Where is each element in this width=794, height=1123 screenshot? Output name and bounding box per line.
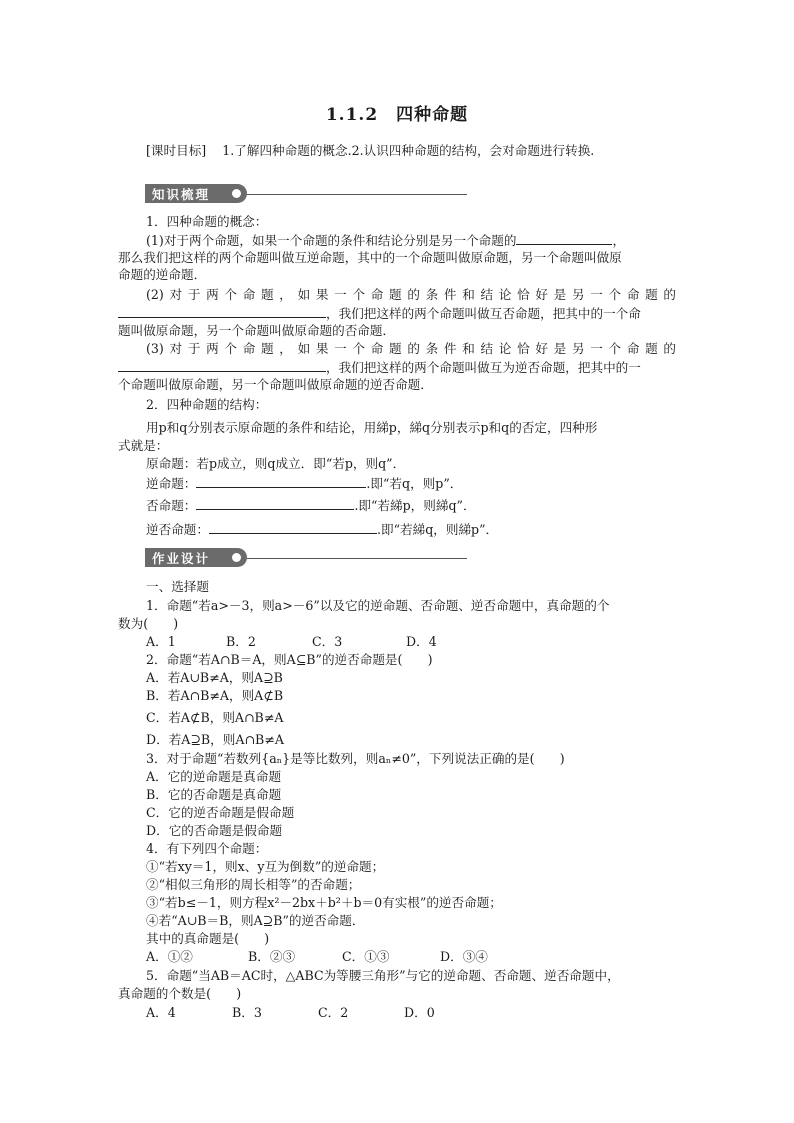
option-a[interactable]: A．①② bbox=[146, 949, 193, 964]
k2-p1: 用p和q分别表示原命题的条件和结论，用綈p，綈q分别表示p和q的否定，四种形 bbox=[146, 420, 598, 435]
q4-item-1: ①“若xy＝1，则x、y互为倒数”的逆命题； bbox=[146, 859, 385, 874]
k1-p3-line2 bbox=[118, 358, 678, 376]
bullet-dot-icon bbox=[232, 189, 241, 198]
k1-p2-line2 bbox=[118, 304, 678, 322]
text: 逆否命题： bbox=[146, 522, 209, 537]
text: (1)对于两个命题，如果一个命题的条件和结论分别是另一个命题的 bbox=[146, 233, 517, 248]
q3-stem: 3．对于命题“若数列{aₙ}是等比数列，则aₙ≠0”，下列说法正确的是( ) bbox=[146, 751, 565, 766]
option-c[interactable]: C．3 bbox=[312, 634, 343, 649]
q4-stem: 4．有下列四个命题： bbox=[146, 841, 268, 856]
q3-option-d[interactable]: D．它的否命题是假命题 bbox=[146, 823, 283, 838]
answer-blank[interactable] bbox=[196, 474, 366, 488]
page-title: 1.1.2 四种命题 bbox=[325, 105, 469, 125]
option-d[interactable]: D．0 bbox=[404, 1005, 435, 1020]
text: ，我们把这样的两个命题叫做互否命题，把其中的一个命 bbox=[326, 306, 641, 321]
answer-blank[interactable] bbox=[118, 358, 326, 372]
k1-p2-line3: 题叫做原命题，另一个命题叫做原命题的否命题． bbox=[118, 323, 396, 338]
k2-inverse bbox=[146, 496, 706, 514]
k2-converse bbox=[146, 474, 706, 492]
option-d[interactable]: D．4 bbox=[406, 634, 437, 649]
q4-prompt: 其中的真命题是( ) bbox=[146, 931, 270, 946]
option-d[interactable]: D．③④ bbox=[440, 949, 488, 964]
text: 否命题： bbox=[146, 498, 197, 513]
k2-contrapositive bbox=[146, 520, 706, 538]
answer-blank[interactable] bbox=[118, 304, 326, 318]
k1-p3-line3: 个命题叫做原命题，另一个命题叫做原命题的逆否命题． bbox=[118, 377, 433, 392]
k1-heading: 1．四种命题的概念： bbox=[146, 214, 268, 229]
q2-option-c[interactable]: C．若A⊄B，则A∩B≠A bbox=[146, 710, 284, 725]
option-b[interactable]: B．2 bbox=[226, 634, 256, 649]
q3-option-c[interactable]: C．它的逆否命题是假命题 bbox=[146, 805, 295, 820]
option-b[interactable]: B．3 bbox=[232, 1005, 262, 1020]
q1-options bbox=[146, 633, 706, 650]
q2-option-d[interactable]: D．若A⊇B，则A∩B≠A bbox=[146, 732, 284, 747]
q1-line1: 1．命题“若a>－3，则a>－6”以及它的逆命题、否命题、逆否命题中，真命题的个 bbox=[146, 598, 610, 613]
q4-item-4: ④若“A∪B＝B，则A⊇B”的逆否命题． bbox=[146, 913, 365, 928]
section-header-knowledge bbox=[145, 184, 467, 203]
option-c[interactable]: C．2 bbox=[318, 1005, 349, 1020]
text: .即“若綈q，则綈p”． bbox=[376, 522, 499, 537]
q2-stem: 2．命题“若A∩B＝A，则A⊆B”的逆否命题是( ) bbox=[146, 652, 433, 667]
q4-options bbox=[146, 948, 706, 965]
q2-option-b[interactable]: B．若A∩B≠A，则A⊄B bbox=[146, 688, 284, 703]
goal-text: 1.了解四种命题的概念.2.认识四种命题的结构，会对命题进行转换. bbox=[222, 143, 595, 158]
text: 逆命题： bbox=[146, 476, 197, 491]
lesson-goal bbox=[146, 142, 706, 159]
q1-line2: 数为( ) bbox=[118, 616, 179, 631]
q5-line2: 真命题的个数是( ) bbox=[118, 986, 242, 1001]
q4-item-3: ③“若b≤－1，则方程x²－2bx＋b²＋b＝0有实根”的逆否命题； bbox=[146, 895, 502, 910]
answer-blank[interactable] bbox=[516, 231, 612, 245]
bullet-dot-icon bbox=[232, 553, 241, 562]
k2-p2: 式就是： bbox=[118, 438, 169, 453]
q4-item-2: ②“相似三角形的周长相等”的否命题； bbox=[146, 877, 361, 892]
q5-options bbox=[146, 1004, 706, 1021]
k1-p3-line1: (3)对于两个命题，如果一个命题的条件和结论恰好是另一个命题的 bbox=[146, 341, 676, 356]
section-rule bbox=[247, 194, 467, 195]
section-label: 作业设计 bbox=[152, 551, 211, 566]
question-type: 一、选择题 bbox=[146, 579, 209, 594]
k2-original: 原命题：若p成立，则q成立．即“若p，则q”． bbox=[146, 456, 406, 471]
k1-p1-line3: 命题的逆命题． bbox=[118, 267, 207, 282]
text: .即“若q，则p”． bbox=[366, 476, 463, 491]
option-a[interactable]: A．1 bbox=[146, 634, 176, 649]
q2-option-a[interactable]: A．若A∪B≠A，则A⊇B bbox=[146, 670, 283, 685]
text: .即“若綈p，则綈q”． bbox=[354, 498, 476, 513]
k1-p1-line2: 那么我们把这样的两个命题叫做互逆命题，其中的一个命题叫做原命题，另一个命题叫做原 bbox=[118, 250, 622, 265]
q3-option-b[interactable]: B．它的否命题是真命题 bbox=[146, 787, 282, 802]
text: ，我们把这样的两个命题叫做互为逆否命题，把其中的一 bbox=[326, 360, 641, 375]
section-rule bbox=[247, 558, 467, 559]
k1-p1-line1: (1)对于两个命题，如果一个命题的条件和结论分别是另一个命题的 ， bbox=[146, 233, 626, 248]
goal-label: [课时目标] bbox=[146, 143, 207, 158]
option-c[interactable]: C．①③ bbox=[342, 949, 390, 964]
option-a[interactable]: A．4 bbox=[146, 1005, 176, 1020]
section-label: 知识梳理 bbox=[152, 187, 211, 202]
section-header-homework bbox=[145, 548, 467, 567]
option-b[interactable]: B．②③ bbox=[248, 949, 296, 964]
answer-blank[interactable] bbox=[209, 520, 377, 534]
k1-p2-line1: (2)对于两个命题，如果一个命题的条件和结论恰好是另一个命题的 bbox=[146, 287, 676, 302]
k2-heading: 2．四种命题的结构： bbox=[146, 397, 268, 412]
answer-blank[interactable] bbox=[196, 496, 354, 510]
q3-option-a[interactable]: A．它的逆命题是真命题 bbox=[146, 769, 282, 784]
q5-line1: 5．命题“当AB＝AC时，△ABC为等腰三角形”与它的逆命题、否命题、逆否命题中， bbox=[146, 968, 620, 983]
